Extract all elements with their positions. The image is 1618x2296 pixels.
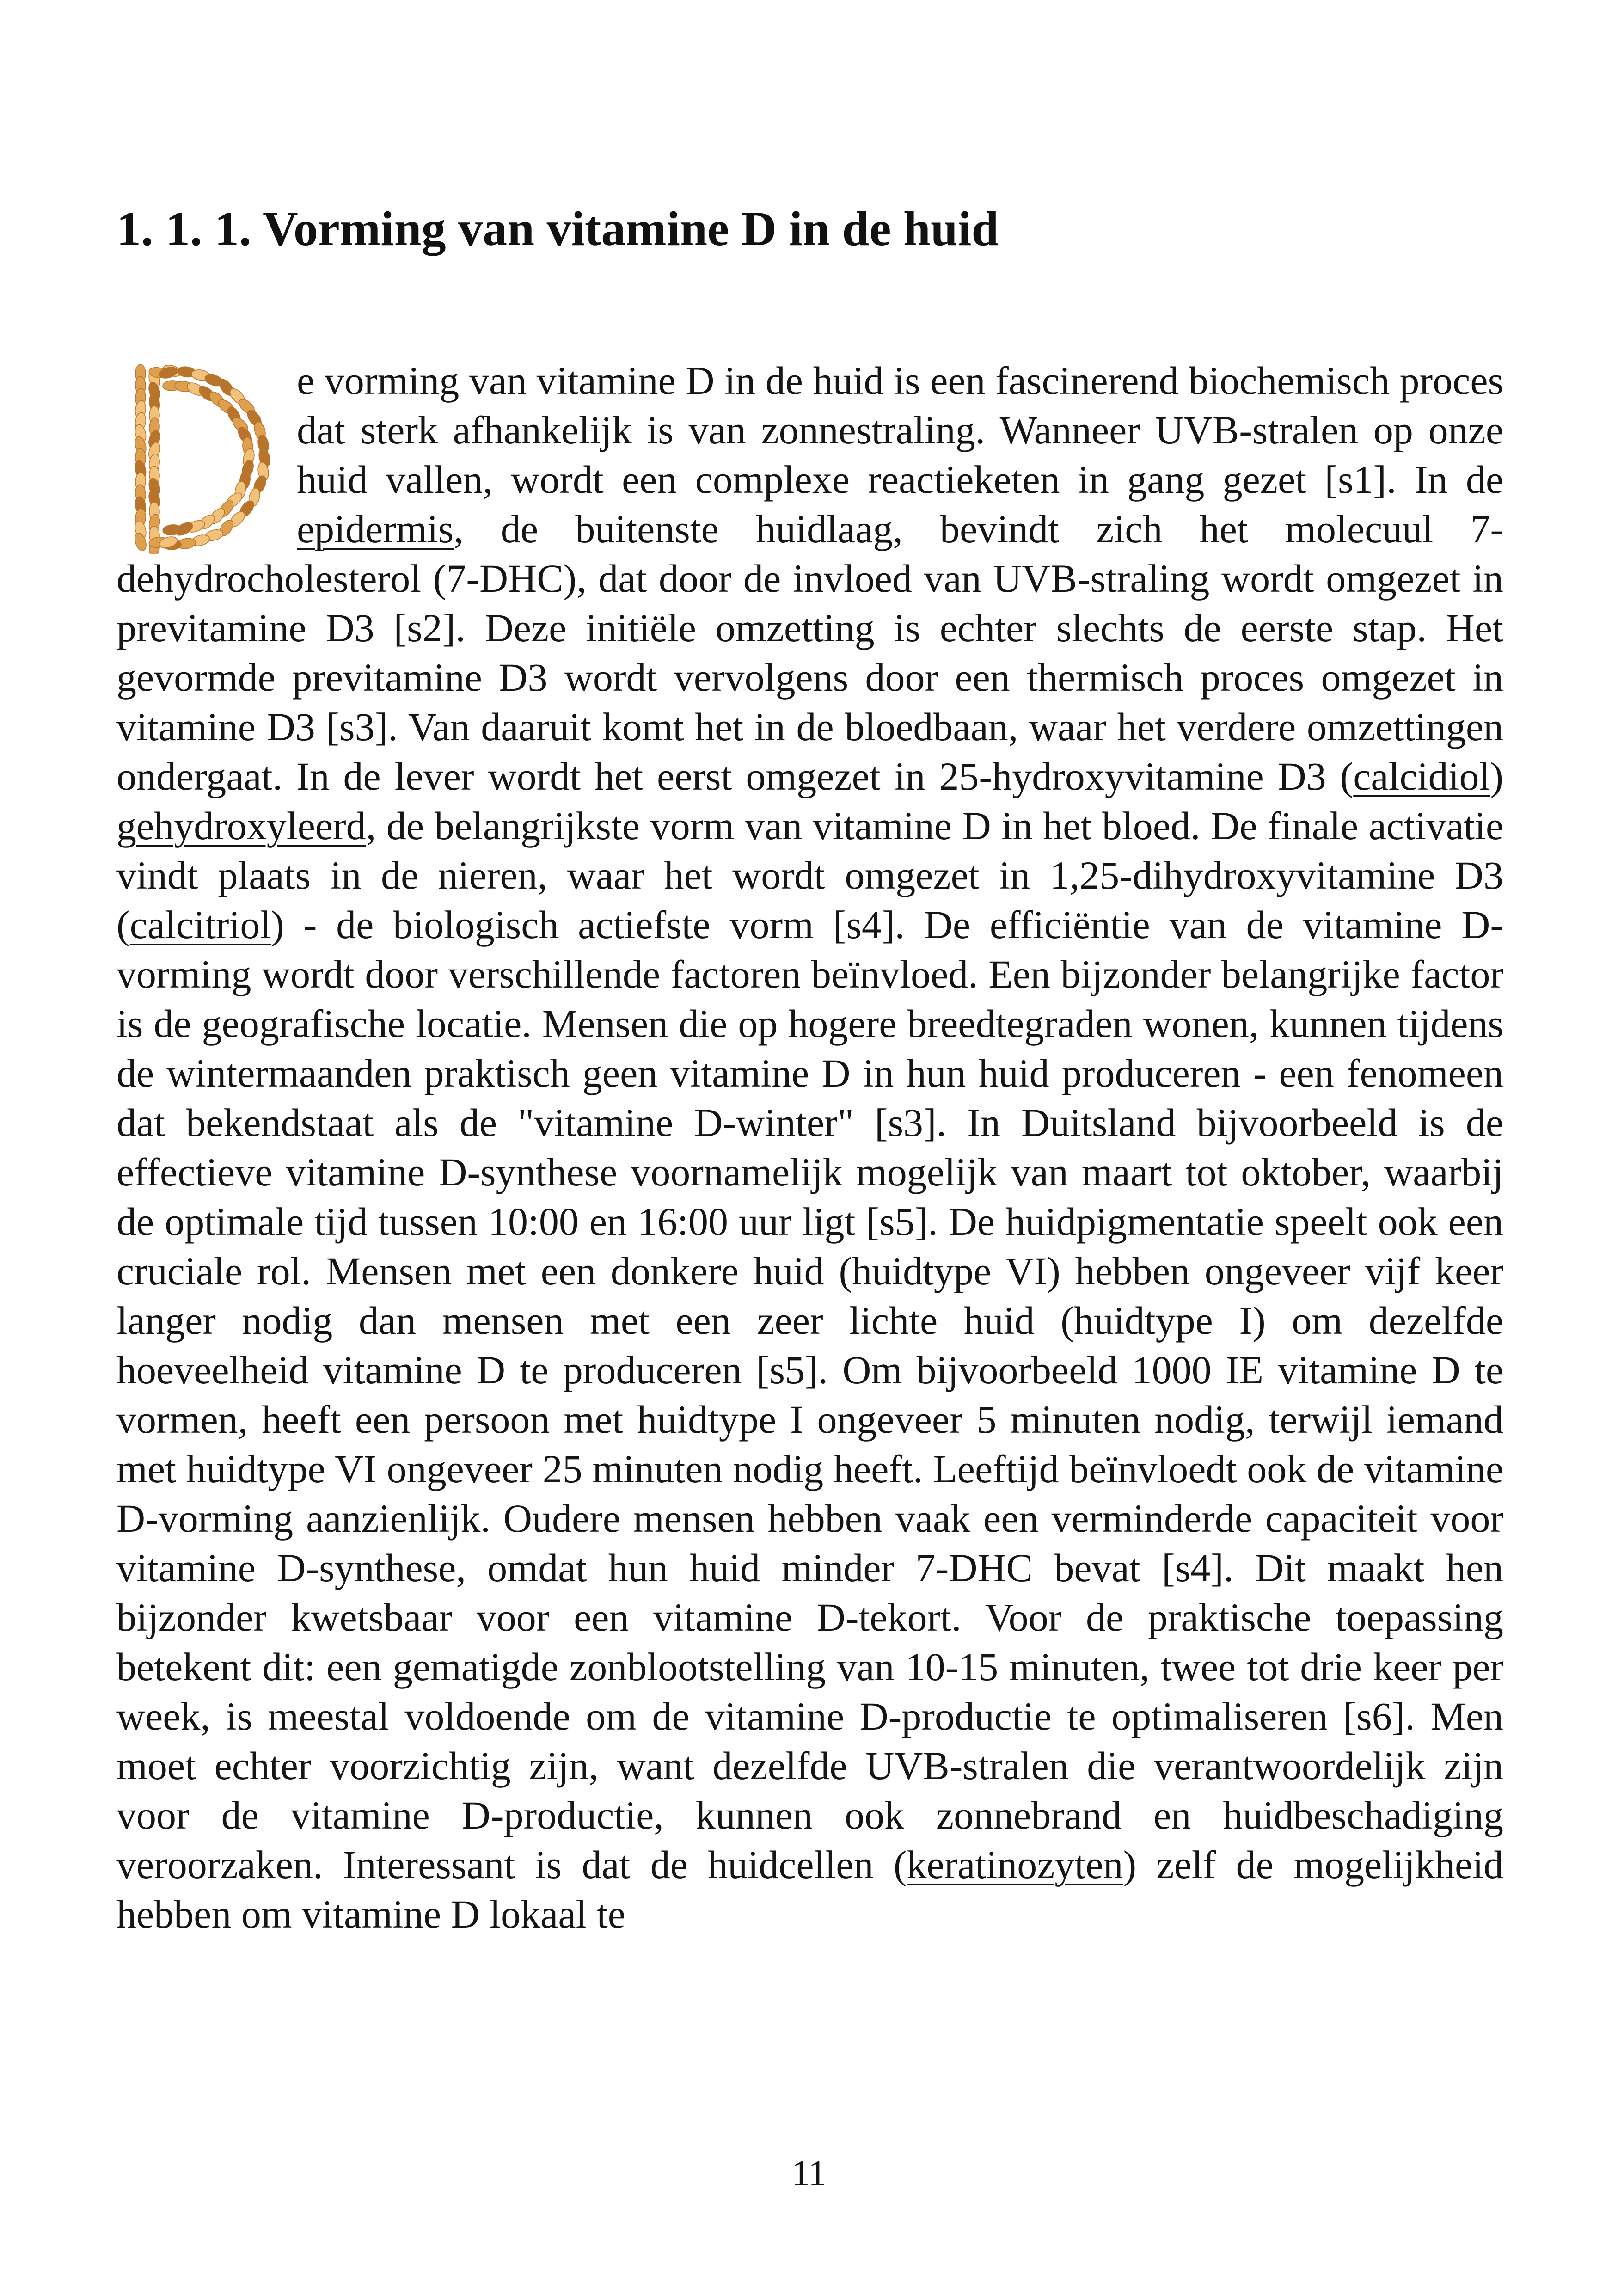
term-gehydroxyleerd: gehydroxyleerd (116, 804, 366, 848)
term-epidermis: epidermis (297, 507, 454, 551)
term-calcidiol: calcidiol (1353, 754, 1490, 798)
paragraph-text: ) (1490, 754, 1503, 798)
paragraph-text: , de buitenste huidlaag, bevindt zich het molecuul 7-dehydrocholesterol (7-DHC), dat door de invloed van UVB-straling wordt omgezet in previtamine D3 [s2]. Deze initiële omzetting is echter slechts de eerste stap. Het gevormde previtamine D3 wordt vervolgens door een thermisch proces omgezet in vitamine D3 [s3]. Van daaruit komt het in de bloedbaan, waar het verdere omzettingen ondergaat. In de lever wordt het eerst omgezet in 25-hydroxyvitamine D3 ( (116, 507, 1503, 798)
term-calcitriol: calcitriol (129, 902, 271, 947)
paragraph-text: ) zelf de mogelijkheid hebben om vitamine D lokaal te (116, 1842, 1504, 1936)
page-number: 11 (791, 2153, 827, 2193)
body-paragraph (116, 356, 1503, 1939)
paragraph-text: ) - de biologisch actiefste vorm [s4]. De efficiëntie van de vitamine D-vorming wordt door verschillende factoren beïnvloed. Een bijzonder belangrijke factor is de geografische locatie. Mensen die op hogere breedtegraden wonen, kunnen tijdens de wintermaanden praktisch geen vitamine D in hun huid produceren - een fenomeen dat bekendstaat als de "vitamine D-winter" [s3]. In Duitsland bijvoorbeeld is de effectieve vitamine D-synthese voornamelijk mogelijk van maart tot oktober, waarbij de optimale tijd tussen 10:00 en 16:00 uur ligt [s5]. De huidpigmentatie speelt ook een cruciale rol. Mensen met een donkere huid (huidtype VI) hebben ongeveer vijf keer langer nodig dan mensen met een zeer lichte huid (huidtype I) om dezelfde hoeveelheid vitamine D te produceren [s5]. Om bijvoorbeeld 1000 IE vitamine D te vormen, heeft een persoon met huidtype I ongeveer 5 minuten nodig, terwijl iemand met huidtype VI ongeveer 25 minuten nodig heeft. Leeftijd beïnvloedt ook de vitamine D-vorming aanzienlijk. Oudere mensen hebben vaak een verminderde capaciteit voor vitamine D-synthese, omdat hun huid minder 7-DHC bevat [s4]. Dit maakt hen bijzonder kwetsbaar voor een vitamine D-tekort. Voor de praktische toepassing betekent dit: een gematigde zonblootstelling van 10-15 minuten, twee tot drie keer per week, is meestal voldoende om de vitamine D-productie te optimaliseren [s6]. Men moet echter voorzichtig zijn, want dezelfde UVB-stralen die verantwoordelijk zijn voor de vitamine D-productie, kunnen ook zonnebrand en huidbeschadiging veroorzaken. Interessant is dat de huidcellen ( (116, 902, 1503, 1887)
paragraph-text: e vorming van vitamine D in de huid is een fascinerend biochemisch proces dat sterk afhankelijk is van zonnestraling. Wanneer UVB-stralen op onze huid vallen, wordt een complexe reactieketen in gang gezet [s1]. In de (297, 358, 1503, 502)
paragraph-text: , de belangrijkste vorm van vitamine D in het bloed. De finale activatie vindt plaats in de nieren, waar het wordt omgezet in 1,25-dihydroxyvitamine D3 ( (116, 804, 1503, 947)
drop-cap-seed-letter-d (116, 360, 283, 554)
section-heading: 1. 1. 1. Vorming van vitamine D in de huid (116, 202, 999, 256)
term-keratinozyten: keratinozyten (907, 1842, 1123, 1887)
